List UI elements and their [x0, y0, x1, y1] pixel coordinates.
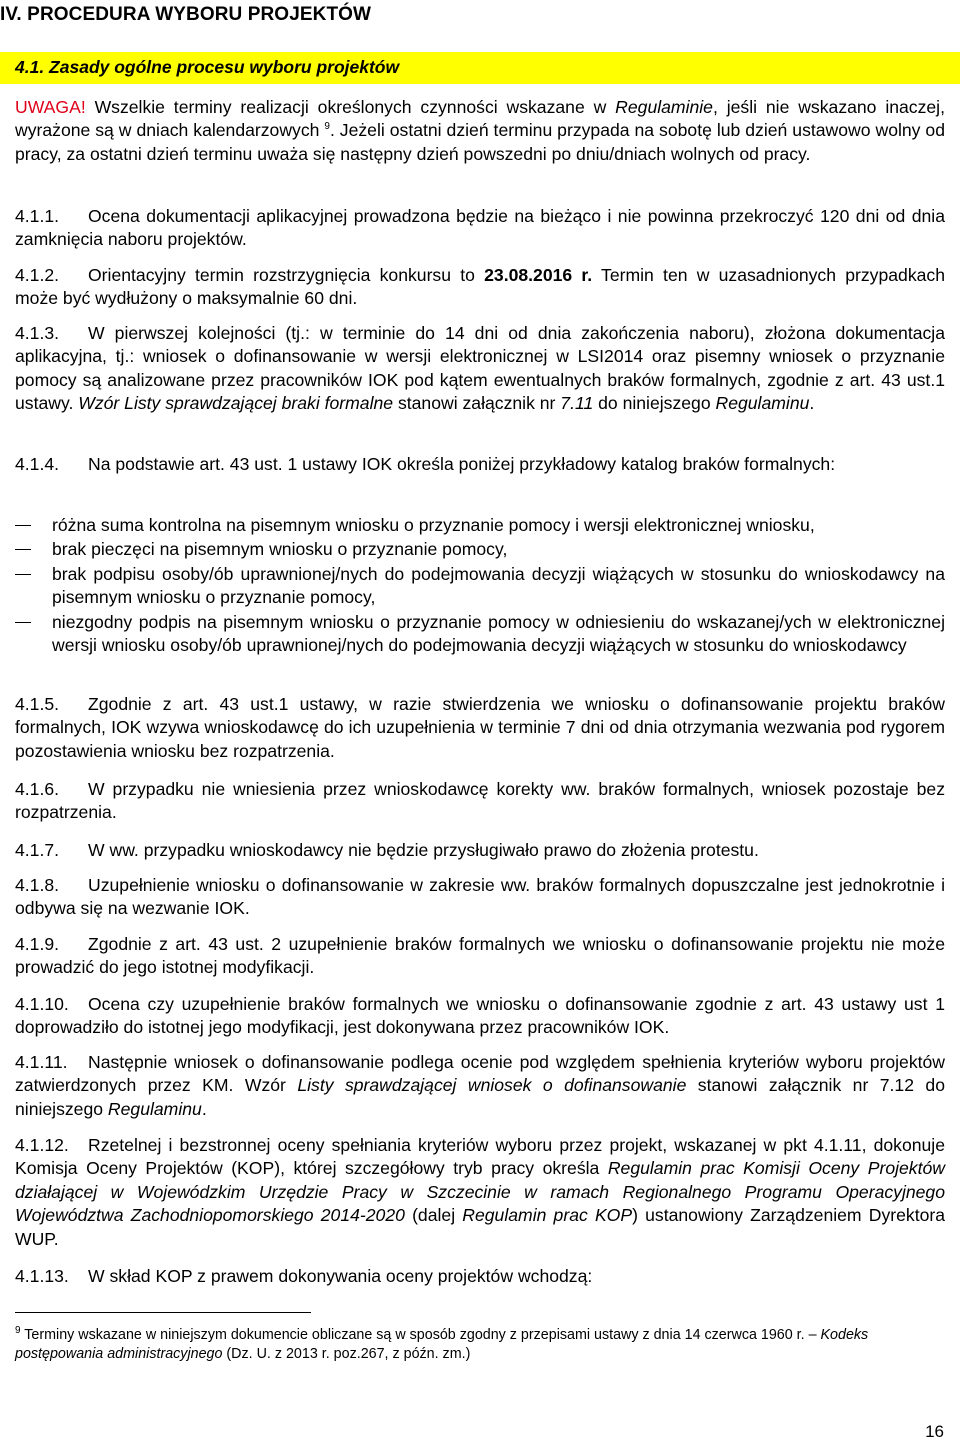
notice-text-1: Wszelkie terminy realizacji określonych czynności wskazane w [85, 97, 616, 117]
paragraph-text-2: Termin ten w uzasadnionych przypadkach może być wydłużony o maksymalnie 60 dni. [15, 265, 945, 309]
page-number: 16 [925, 1422, 944, 1441]
list-item-text: brak podpisu osoby/ób uprawnionej/nych do podejmowania decyzji wiążących w stosunku do wnioskodawcy na pisemnym wniosku o przyznanie pomocy, [52, 564, 945, 608]
paragraph-text-3: ) ustanowiony Zarządzeniem Dyrektora WUP. [15, 1205, 946, 1249]
paragraph-4-1-9 [15, 933, 945, 980]
paragraph-number: 4.1.2. [15, 265, 60, 285]
notice-text-2: , jeśli nie wskazano inaczej, wyrażone są w dniach kalendarzowych [15, 97, 945, 141]
paragraph-text-3: do niniejszego [593, 393, 716, 414]
paragraph-4-1-2 [15, 264, 945, 311]
dash-bullet-icon [15, 549, 31, 550]
list-item [0, 611, 945, 658]
paragraph-text-3: . [201, 1098, 207, 1119]
paragraph-text: Zgodnie z art. 43 ust. 2 uzupełnienie braków formalnych we wniosku o dofinansowanie projektu nie może prowadzić do jego istotnej modyfikacji. [15, 934, 945, 978]
paragraph-4-1-7 [15, 839, 945, 862]
paragraph-italic-3: Regulaminu [715, 393, 810, 414]
paragraph-4-1-11 [15, 1051, 945, 1121]
dash-bullet-icon [15, 622, 31, 623]
footnote-text-1: Terminy wskazane w niniejszym dokumencie obliczane są w sposób zgodny z przepisami ustawy z dnia 14 czerwca 1960 r. – [20, 1327, 821, 1343]
footnote-number: 9 [15, 1325, 21, 1337]
paragraph-number: 4.1.9. [15, 934, 60, 954]
paragraph-italic-1: Wzór Listy sprawdzającej braki formalne [78, 393, 394, 414]
paragraph-text-2: stanowi załącznik nr 7.12 do niniejszego [15, 1075, 945, 1119]
paragraph-number: 4.1.5. [15, 694, 60, 714]
paragraph-text: Zgodnie z art. 43 ust.1 ustawy, w razie stwierdzenia we wniosku o dofinansowanie projektu braków formalnych, IOK wzywa wnioskodawcę do ich uzupełnienia w terminie 7 dni od dnia otrzymania wezwania pod rygorem pozostawienia wniosku bez rozpatrzenia. [15, 694, 945, 761]
footnote-separator [15, 1312, 311, 1313]
paragraph-number: 4.1.6. [15, 779, 60, 799]
paragraph-4-1-5 [15, 693, 945, 763]
chapter-heading: IV. PROCEDURA WYBORU PROJEKTÓW [0, 4, 372, 25]
paragraph-number: 4.1.8. [15, 875, 60, 895]
paragraph-italic-2: 7.11 [560, 393, 594, 414]
paragraph-number: 4.1.7. [15, 840, 60, 860]
list-item [0, 563, 945, 610]
footnote-italic: Kodeks postępowania administracyjnego [15, 1327, 869, 1362]
footnote-text-2: (Dz. U. z 2013 r. poz.267, z późn. zm.) [222, 1345, 471, 1362]
paragraph-text: Na podstawie art. 43 ust. 1 ustawy IOK określa poniżej przykładowy katalog braków formalnych: [88, 454, 836, 474]
list-item-text: różna suma kontrolna na pisemnym wniosku o przyznanie pomocy i wersji elektronicznej wniosku, [52, 515, 815, 535]
list-item-text: niezgodny podpis na pisemnym wniosku o przyznanie pomocy w odniesieniu do wskazanej/ych w elektronicznej wersji wniosku osoby/ób uprawnionej/nych do podejmowania decyzji wiążących w stosunku do wnioskodawcy [52, 612, 945, 656]
notice-text-italic: Regulaminie [615, 97, 713, 117]
paragraph-4-1-6 [15, 778, 945, 825]
paragraph-text: W ww. przypadku wnioskodawcy nie będzie przysługiwało prawo do złożenia protestu. [88, 840, 759, 860]
paragraph-4-1-8 [15, 874, 945, 921]
paragraph-text-2: (dalej [404, 1205, 463, 1226]
section-heading: 4.1. Zasady ogólne procesu wyboru projektów [15, 57, 400, 77]
contest-date: 23.08.2016 r. [484, 265, 593, 285]
paragraph-number: 4.1.12. [15, 1135, 69, 1155]
paragraph-number: 4.1.11. [15, 1052, 68, 1072]
paragraph-text: Ocena czy uzupełnienie braków formalnych we wniosku o dofinansowanie zgodnie z art. 43 ustawy ust 1 doprowadziło do istotnej jego modyfikacji, jest dokonywana przez pracowników IOK. [15, 994, 945, 1038]
paragraph-text-4: . [809, 393, 815, 414]
paragraph-4-1-12 [15, 1134, 945, 1251]
paragraph-number: 4.1.10. [15, 994, 69, 1014]
paragraph-text-1: W pierwszej kolejności (tj.: w terminie do 14 dni od dnia zakończenia naboru), złożona dokumentacja aplikacyjna, tj.: wniosek o dofinansowanie w wersji elektronicznej w LSI2014 oraz pisemny wniosek o przyznanie pomocy są analizowane przez pracowników IOK pod kątem ewentualnych braków formalnych, zgodnie z art. 43 ust.1 ustawy. [15, 323, 945, 414]
paragraph-text-2: stanowi załącznik nr [393, 393, 561, 414]
dash-bullet-icon [15, 525, 31, 526]
paragraph-number: 4.1.13. [15, 1266, 69, 1286]
notice-text-3: . Jeżeli ostatni dzień terminu przypada na sobotę lub dzień ustawowo wolny od pracy, za ostatni dzień terminu uważa się następny dzień powszedni po dniu/dniach wolnych od pracy. [15, 120, 945, 164]
notice-paragraph [15, 96, 945, 166]
paragraph-number: 4.1.1. [15, 206, 60, 226]
paragraph-italic-1: Listy sprawdzającej wniosek o dofinansowanie [297, 1075, 687, 1096]
paragraph-4-1-13 [15, 1265, 945, 1288]
paragraph-italic-2: Regulamin prac KOP [462, 1205, 633, 1226]
paragraph-4-1-4 [15, 453, 945, 476]
paragraph-4-1-3 [15, 322, 945, 416]
paragraph-text: W skład KOP z prawem dokonywania oceny projektów wchodzą: [88, 1266, 593, 1286]
dash-bullet-icon [15, 574, 31, 575]
paragraph-text: Ocena dokumentacji aplikacyjnej prowadzona będzie na bieżąco i nie powinna przekroczyć 120 dni od dnia zamknięcia naboru projektów. [15, 206, 945, 250]
list-item [0, 538, 930, 561]
paragraph-number: 4.1.3. [15, 323, 60, 343]
paragraph-text: W przypadku nie wniesienia przez wnioskodawcę korekty ww. braków formalnych, wniosek pozostaje bez rozpatrzenia. [15, 779, 945, 823]
paragraph-4-1-1 [15, 205, 945, 252]
paragraph-italic-1: Regulamin prac Komisji Oceny Projektów działającej w Wojewódzkim Urzędzie Pracy w Szczecinie w ramach Regionalnego Programu Operacyjnego Województwa Zachodniopomorskiego 2014-2020 [15, 1158, 945, 1226]
paragraph-text: Uzupełnienie wniosku o dofinansowanie w zakresie ww. braków formalnych dopuszczalne jest jednokrotnie i odbywa się na wezwanie IOK. [15, 875, 945, 919]
notice-label: UWAGA! [15, 97, 86, 117]
list-item [0, 514, 930, 537]
paragraph-text-1: Orientacyjny termin rozstrzygnięcia konkursu to [88, 265, 485, 285]
paragraph-4-1-10 [15, 993, 945, 1040]
paragraph-text-1: Rzetelnej i bezstronnej oceny spełniania kryteriów wyboru przez projekt, wskazanej w pkt 4.1.11, dokonuje Komisja Oceny Projektów (KOP), której szczegółowy tryb pracy określa [15, 1135, 945, 1179]
paragraph-italic-2: Regulaminu [107, 1098, 202, 1119]
list-item-text: brak pieczęci na pisemnym wniosku o przyznanie pomocy, [52, 539, 508, 559]
footnote [15, 1326, 945, 1363]
paragraph-number: 4.1.4. [15, 454, 60, 474]
paragraph-text-1: Następnie wniosek o dofinansowanie podlega ocenie pod względem spełnienia kryteriów wyboru projektów zatwierdzonych przez KM. Wzór [15, 1052, 945, 1096]
footnote-ref: 9 [324, 121, 330, 133]
